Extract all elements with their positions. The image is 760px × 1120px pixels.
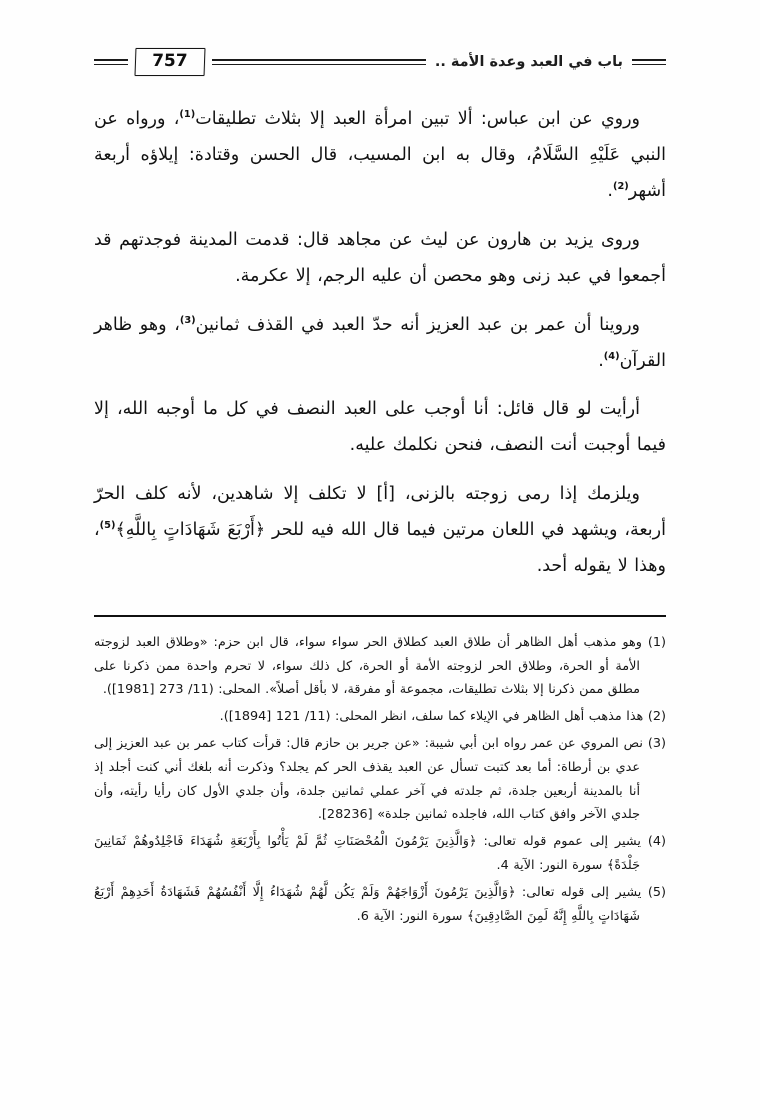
page-number-box xyxy=(135,48,205,76)
page-header xyxy=(94,48,666,76)
body-text xyxy=(94,102,666,585)
footnote-reference: (1) xyxy=(179,109,196,121)
paragraph-text: أرأيت لو قال قائل: أنا أوجب على العبد النصف في كل ما أوجبه الله، إلا فيما أوجبت أنت النصف، فنحن نكلمك عليه. xyxy=(94,399,666,456)
footnote-text: يشير إلى عموم قوله تعالى: ﴿وَالَّذِينَ يَرْمُونَ الْمُحْصَنَاتِ ثُمَّ لَمْ يَأْتُوا بِأَرْبَعَةِ شُهَدَاءَ فَاجْلِدُوهُمْ ثَمَانِينَ جَلْدَةً﴾ سورة النور: الآية 4. xyxy=(94,834,641,873)
footnote-reference: (3) xyxy=(179,314,196,326)
header-rule-middle xyxy=(212,59,426,65)
footnote xyxy=(94,732,666,827)
footnote-text: يشير إلى قوله تعالى: ﴿وَالَّذِينَ يَرْمُونَ أَزْوَاجَهُمْ وَلَمْ يَكُن لَّهُمْ شُهَدَاءُ إِلَّا أَنْفُسُهُمْ فَشَهَادَةُ أَحَدِهِمْ أَرْبَعُ شَهَادَاتٍ بِاللَّهِ إِنَّهُ لَمِنَ الصَّادِقِينَ﴾ سورة النور: الآية 6. xyxy=(94,884,642,924)
paragraph-text: ويلزمك إذا رمى زوجته بالزنى، [أ] لا تكلف إلا شاهدين، لأنه كلف الحرّ أربعة، ويشهد في اللعان مرتين فيما قال الله فيه للحر ﴿أَرْبَعَ شَهَادَاتٍ بِاللَّهِ﴾ xyxy=(94,484,666,540)
footnote-number: (2) xyxy=(643,709,666,725)
header-rule-left xyxy=(94,59,128,65)
footnote-number: (4) xyxy=(640,834,667,850)
footnote-text: هذا مذهب أهل الظاهر في الإيلاء كما سلف، انظر المحلى: (11/ 121 [1894]). xyxy=(219,709,644,725)
footnote-reference: (5) xyxy=(99,520,116,532)
footnote-number: (5) xyxy=(641,884,667,900)
paragraph-text: وروى يزيد بن هارون عن ليث عن مجاهد قال: قدمت المدينة فوجدتهم قد أجمعوا في عبد زنى وهو محصن أن عليه الرجم، إلا عكرمة. xyxy=(94,229,666,286)
footnote-number: (1) xyxy=(641,634,667,650)
footnote xyxy=(94,705,666,729)
paragraph xyxy=(94,392,666,464)
paragraph-text: . xyxy=(607,181,613,201)
footnote xyxy=(94,631,666,702)
footnote xyxy=(94,881,666,929)
chapter-title: باب في العبد وعدة الأمة .. xyxy=(434,54,623,71)
paragraph-text: ، وهذا لا يقوله أحد. xyxy=(94,520,666,576)
paragraph-text: وروينا أن عمر بن عبد العزيز أنه حدّ العبد في القذف ثمانين xyxy=(195,314,641,335)
paragraph xyxy=(94,223,666,295)
paragraph xyxy=(94,477,666,585)
paragraph-text: وروي عن ابن عباس: ألا تبين امرأة العبد إلا بثلاث تطليقات xyxy=(195,109,640,130)
paragraph xyxy=(94,308,666,380)
footnotes-section xyxy=(94,631,666,929)
header-rule-right xyxy=(632,59,666,65)
footnote-separator xyxy=(94,615,666,617)
paragraph-text: ، وهو ظاهر القرآن xyxy=(94,314,666,371)
footnote xyxy=(94,830,666,878)
paragraph xyxy=(94,102,666,210)
page-number: 757 xyxy=(151,51,188,71)
footnote-text: نص المروي عن عمر رواه ابن أبي شيبة: «عن جرير بن حازم قال: قرأت كتاب عمر بن عبد العزيز إلى عدي بن أرطاة: أما بعد كتبت تسأل عن العبد يقذف الحر كم يجلد؟ وذكرت أنه بلغك أني كنت أجلد إذ أنا بالمدينة أربعين جلدة، ثم جلدته في آخر عملي ثمانين جلدة، وأن جلدي الأول كان رأيا رأيته، وأن جلدي الآخر وافق كتاب الله، فاجلده ثمانين جلدة» [28236]. xyxy=(94,735,643,823)
footnote-reference: (2) xyxy=(612,181,629,193)
footnote-reference: (4) xyxy=(603,350,620,362)
paragraph-text: . xyxy=(598,350,604,371)
footnote-number: (3) xyxy=(642,735,666,751)
footnote-text: وهو مذهب أهل الظاهر أن طلاق العبد كطلاق الحر سواء سواء، قال ابن حزم: «وطلاق العبد لزوجته الأمة أو الحرة، وطلاق الحر لزوجته الأمة أو الحرة، كل ذلك سواء، لا تحرم واحدة ممن ذكرنا على مطلق ممن ذكرنا إلا بثلاث تطليقات، مجموعة أو مفرقة، لا بأقل أصلاً». المحلى: (11/ 273 [1981]). xyxy=(94,634,642,698)
paragraph-text: ، ورواه عن النبي عَلَيْهِ السَّلَامُ، وقال به ابن المسيب، قال الحسن وقتادة: إيلاؤه أربعة أشهر xyxy=(94,109,666,201)
